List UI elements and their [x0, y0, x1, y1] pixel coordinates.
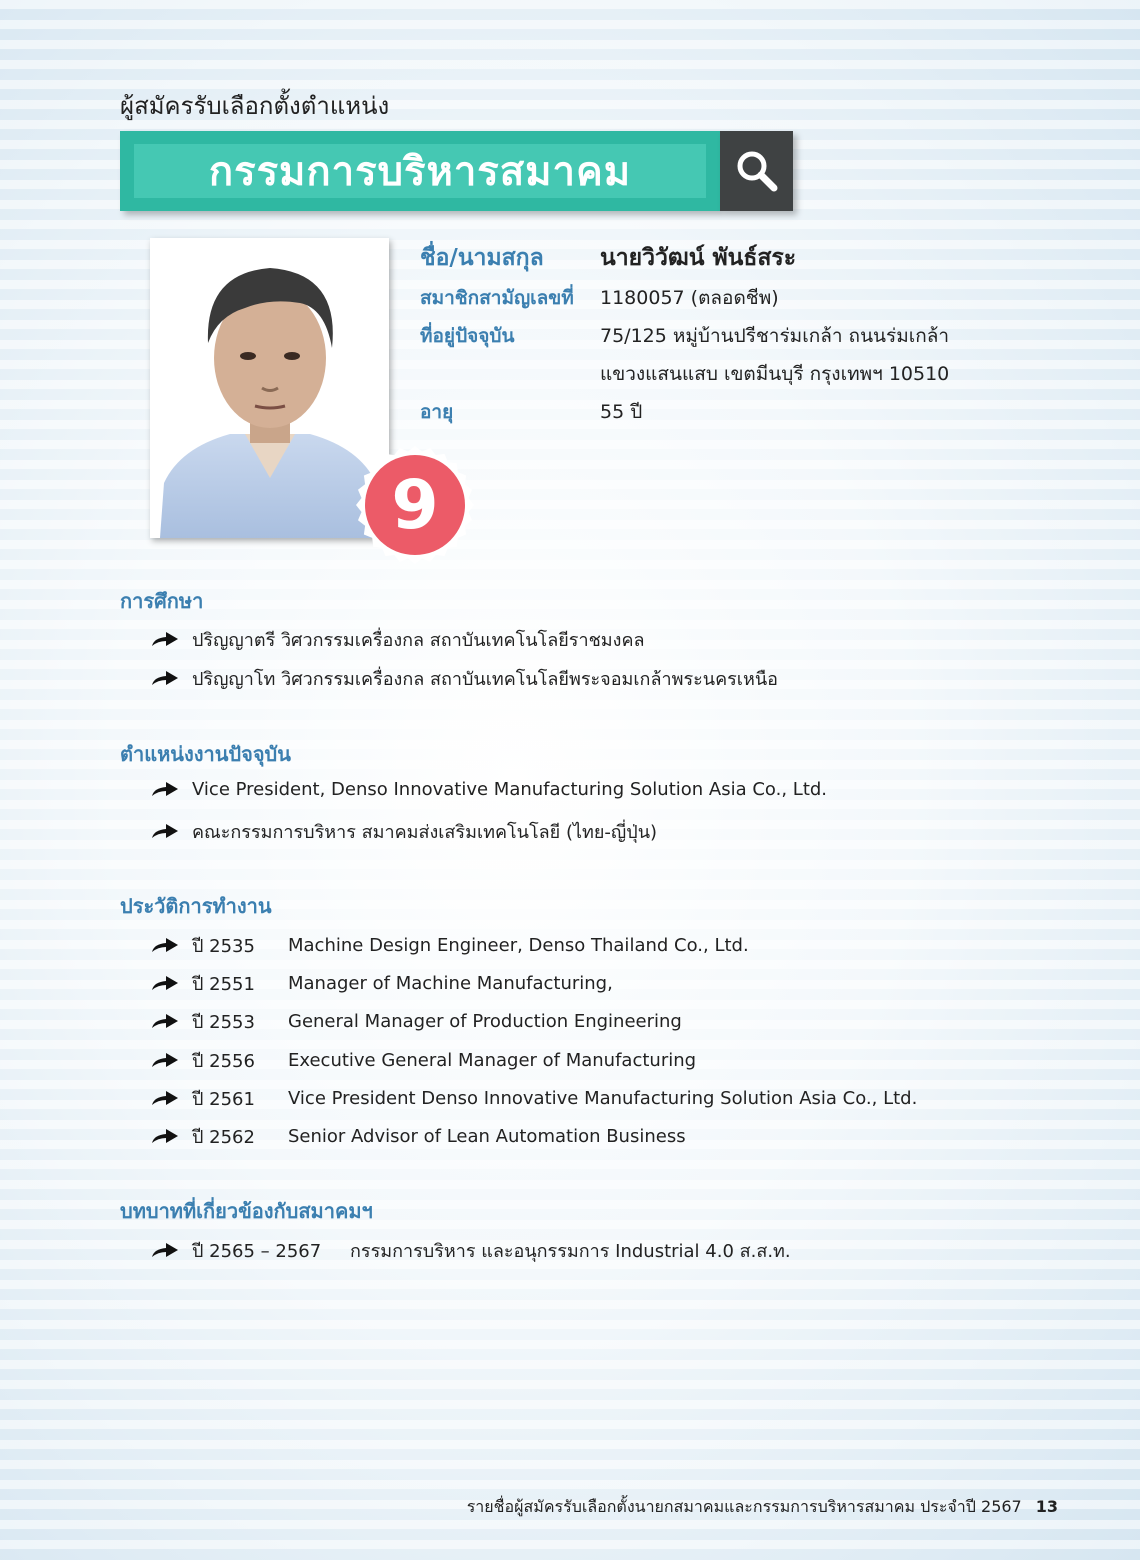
- work-desc: General Manager of Production Engineering: [288, 1011, 682, 1032]
- association-roles-heading: บทบาทที่เกี่ยวข้องกับสมาคมฯ: [120, 1199, 373, 1223]
- current-position-text: คณะกรรมการบริหาร สมาคมส่งเสริมเทคโนโลยี (ไทย-ญี่ปุ่น): [192, 822, 658, 843]
- member-value: 1180057 (ตลอดชีพ): [600, 287, 779, 309]
- current-position-item: [150, 779, 827, 800]
- arrow-right-icon: [150, 782, 180, 798]
- title-banner: [120, 131, 720, 211]
- work-history-item: [150, 1084, 917, 1113]
- arrow-right-icon: [150, 824, 180, 840]
- name-value: นายวิวัฒน์ พันธ์สระ: [600, 245, 797, 271]
- education-item: [150, 664, 778, 693]
- work-desc: Manager of Machine Manufacturing,: [288, 973, 613, 994]
- current-position-text: Vice President, Denso Innovative Manufacturing Solution Asia Co., Ltd.: [192, 779, 828, 800]
- arrow-right-icon: [150, 671, 180, 687]
- candidate-number-badge: [355, 445, 475, 565]
- member-label: สมาชิกสามัญเลขที่: [420, 287, 574, 309]
- work-desc: Senior Advisor of Lean Automation Business: [288, 1126, 686, 1147]
- work-year: ปี 2535: [192, 936, 255, 957]
- name-label: ชื่อ/นามสกุล: [420, 245, 544, 271]
- education-text: ปริญญาตรี วิศวกรรมเครื่องกล สถาบันเทคโนโลยีราชมงคล: [192, 630, 645, 651]
- work-year: ปี 2551: [192, 974, 255, 995]
- address-line-2: แขวงแสนแสบ เขตมีนบุรี กรุงเทพฯ 10510: [600, 363, 950, 385]
- current-position-item: [150, 817, 657, 846]
- work-history-item: [150, 1046, 696, 1075]
- work-history-item: [150, 931, 749, 960]
- education-heading: การศึกษา: [120, 589, 204, 613]
- work-year: ปี 2553: [192, 1012, 255, 1033]
- page-number: 13: [1035, 1497, 1058, 1516]
- role-year: ปี 2565 – 2567: [192, 1241, 322, 1262]
- arrow-right-icon: [150, 1129, 180, 1145]
- work-year: ปี 2562: [192, 1127, 255, 1148]
- address-line-1: 75/125 หมู่บ้านปรีชาร่มเกล้า ถนนร่มเกล้า: [600, 325, 950, 347]
- work-history-item: [150, 1007, 682, 1036]
- page-title: กรรมการบริหารสมาคม: [208, 149, 632, 195]
- work-desc: Executive General Manager of Manufacturing: [288, 1050, 697, 1071]
- arrow-right-icon: [150, 1091, 180, 1107]
- arrow-right-icon: [150, 1053, 180, 1069]
- work-desc: Vice President Denso Innovative Manufacturing Solution Asia Co., Ltd.: [288, 1088, 918, 1109]
- work-history-item: [150, 969, 613, 998]
- search-icon: [734, 148, 780, 194]
- title-inner: [134, 144, 706, 198]
- work-history-heading: ประวัติการทำงาน: [120, 894, 272, 918]
- work-history-item: [150, 1122, 686, 1151]
- current-position-heading: ตำแหน่งงานปัจจุบัน: [120, 742, 291, 766]
- arrow-right-icon: [150, 1243, 180, 1259]
- candidate-number: 9: [391, 465, 439, 545]
- role-desc: กรรมการบริหาร และอนุกรรมการ Industrial 4.0 ส.ส.ท.: [350, 1241, 791, 1262]
- work-year: ปี 2561: [192, 1089, 255, 1110]
- arrow-right-icon: [150, 976, 180, 992]
- address-label: ที่อยู่ปัจจุบัน: [420, 325, 515, 347]
- age-label: อายุ: [420, 401, 454, 423]
- search-button[interactable]: [720, 131, 793, 211]
- association-role-item: [150, 1236, 791, 1265]
- work-year: ปี 2556: [192, 1051, 255, 1072]
- candidate-photo: [150, 238, 389, 538]
- work-desc: Machine Design Engineer, Denso Thailand Co., Ltd.: [288, 935, 749, 956]
- arrow-right-icon: [150, 938, 180, 954]
- page-footer: [467, 1495, 1058, 1520]
- arrow-right-icon: [150, 632, 180, 648]
- age-value: 55 ปี: [600, 401, 643, 423]
- education-item: [150, 625, 645, 654]
- page-subtitle: ผู้สมัครรับเลือกตั้งตำแหน่ง: [120, 92, 390, 120]
- education-text: ปริญญาโท วิศวกรรมเครื่องกล สถาบันเทคโนโลยีพระจอมเกล้าพระนครเหนือ: [192, 669, 778, 690]
- footer-text: รายชื่อผู้สมัครรับเลือกตั้งนายกสมาคมและกรรมการบริหารสมาคม ประจำปี 2567: [466, 1497, 1022, 1516]
- arrow-right-icon: [150, 1014, 180, 1030]
